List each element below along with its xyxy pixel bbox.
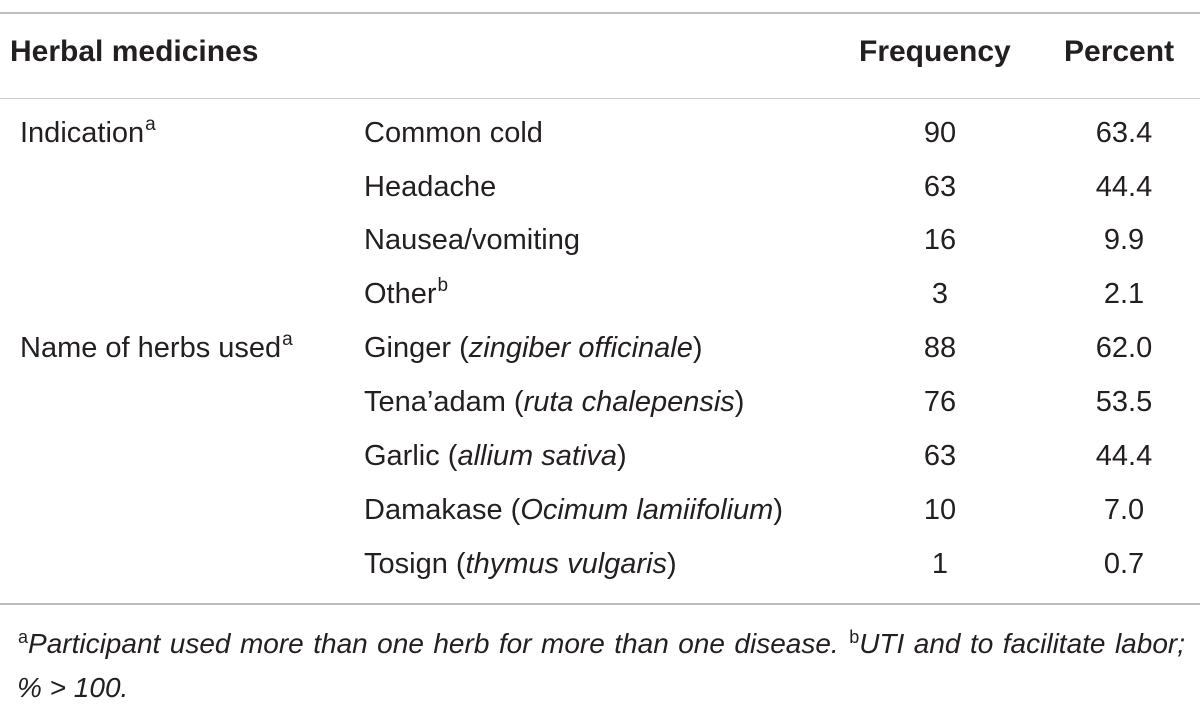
row-frequency: 3	[931, 278, 949, 310]
table-row	[0, 484, 1200, 538]
row-group-label	[20, 488, 21, 532]
table-row	[0, 376, 1200, 430]
table-row	[0, 107, 1200, 161]
row-frequency: 88	[923, 332, 957, 364]
row-item-text: Tosign (	[364, 548, 466, 580]
row-percent: 44.4	[1095, 440, 1153, 472]
row-group-footnote-marker: a	[282, 329, 293, 350]
footnote-marker-b: b	[849, 627, 860, 647]
footnote-text-b: UTI and to facilitate labor; % > 100.	[17, 628, 1185, 703]
row-item-text: Tena’adam (	[364, 386, 524, 418]
row-percent: 62.0	[1095, 332, 1153, 364]
row-item-label	[364, 272, 448, 316]
table-row	[0, 430, 1200, 484]
row-item-label	[364, 488, 784, 532]
row-frequency: 63	[923, 171, 957, 203]
footnote-text-a: Participant used more than one herb for more than one disease.	[28, 628, 849, 659]
table-row	[0, 322, 1200, 376]
table-top-rule	[0, 12, 1200, 14]
row-item-text: Damakase (	[364, 494, 521, 526]
row-frequency: 16	[923, 224, 957, 256]
row-frequency: 90	[923, 117, 957, 149]
row-percent: 2.1	[1103, 278, 1145, 310]
row-group-label	[20, 434, 21, 478]
row-percent: 44.4	[1095, 171, 1153, 203]
row-group-label	[20, 165, 21, 209]
row-frequency: 10	[923, 494, 957, 526]
table-footnote	[17, 622, 1185, 710]
row-item-label	[364, 326, 704, 370]
row-item-text: Nausea/vomiting	[364, 224, 580, 256]
table-row	[0, 538, 1200, 592]
row-item-text: Ginger (	[364, 332, 469, 364]
footnote-marker-a: a	[18, 627, 29, 647]
table-row	[0, 268, 1200, 322]
row-frequency: 1	[931, 548, 949, 580]
row-group-label	[20, 326, 293, 370]
row-item-label	[364, 111, 544, 155]
table-header	[0, 30, 1200, 78]
row-group-text: Indication	[20, 117, 145, 149]
table-row	[0, 161, 1200, 215]
row-item-label	[364, 434, 628, 478]
column-header-herbal-medicines: Herbal medicines	[10, 35, 259, 68]
table-row	[0, 214, 1200, 268]
row-item-text-close: )	[692, 332, 703, 364]
row-item-text-close: )	[734, 386, 745, 418]
row-item-label	[364, 542, 678, 586]
column-header-percent: Percent	[1064, 35, 1175, 68]
table-header-rule	[0, 98, 1200, 99]
row-item-scientific-name: thymus vulgaris	[465, 548, 668, 580]
row-item-scientific-name: ruta chalepensis	[523, 386, 735, 418]
row-percent: 63.4	[1095, 117, 1153, 149]
column-header-frequency: Frequency	[859, 35, 1011, 68]
row-item-label	[364, 380, 745, 424]
row-item-scientific-name: allium sativa	[457, 440, 618, 472]
row-item-label	[364, 165, 497, 209]
row-group-label	[20, 380, 21, 424]
row-group-label	[20, 111, 156, 155]
row-item-footnote-marker: b	[437, 275, 449, 296]
row-item-text: Headache	[364, 171, 497, 203]
row-item-text: Common cold	[364, 117, 543, 149]
row-item-text-close: )	[617, 440, 627, 472]
row-group-footnote-marker: a	[145, 114, 156, 135]
row-frequency: 76	[923, 386, 957, 418]
row-group-label	[20, 542, 21, 586]
row-group-text: Name of herbs used	[20, 332, 282, 364]
row-group-label	[20, 218, 21, 262]
row-percent: 7.0	[1103, 494, 1145, 526]
row-item-text-close: )	[773, 494, 783, 526]
row-percent: 9.9	[1103, 224, 1145, 256]
row-item-text: Other	[364, 278, 437, 310]
row-item-text-close: )	[667, 548, 677, 580]
row-group-label	[20, 272, 21, 316]
row-frequency: 63	[923, 440, 957, 472]
row-item-label	[364, 218, 581, 262]
row-percent: 0.7	[1103, 548, 1145, 580]
row-item-text: Garlic (	[364, 440, 458, 472]
table-bottom-rule	[0, 603, 1200, 605]
row-item-scientific-name: Ocimum lamiifolium	[520, 494, 774, 526]
row-item-scientific-name: zingiber officinale	[468, 332, 693, 364]
row-percent: 53.5	[1095, 386, 1153, 418]
